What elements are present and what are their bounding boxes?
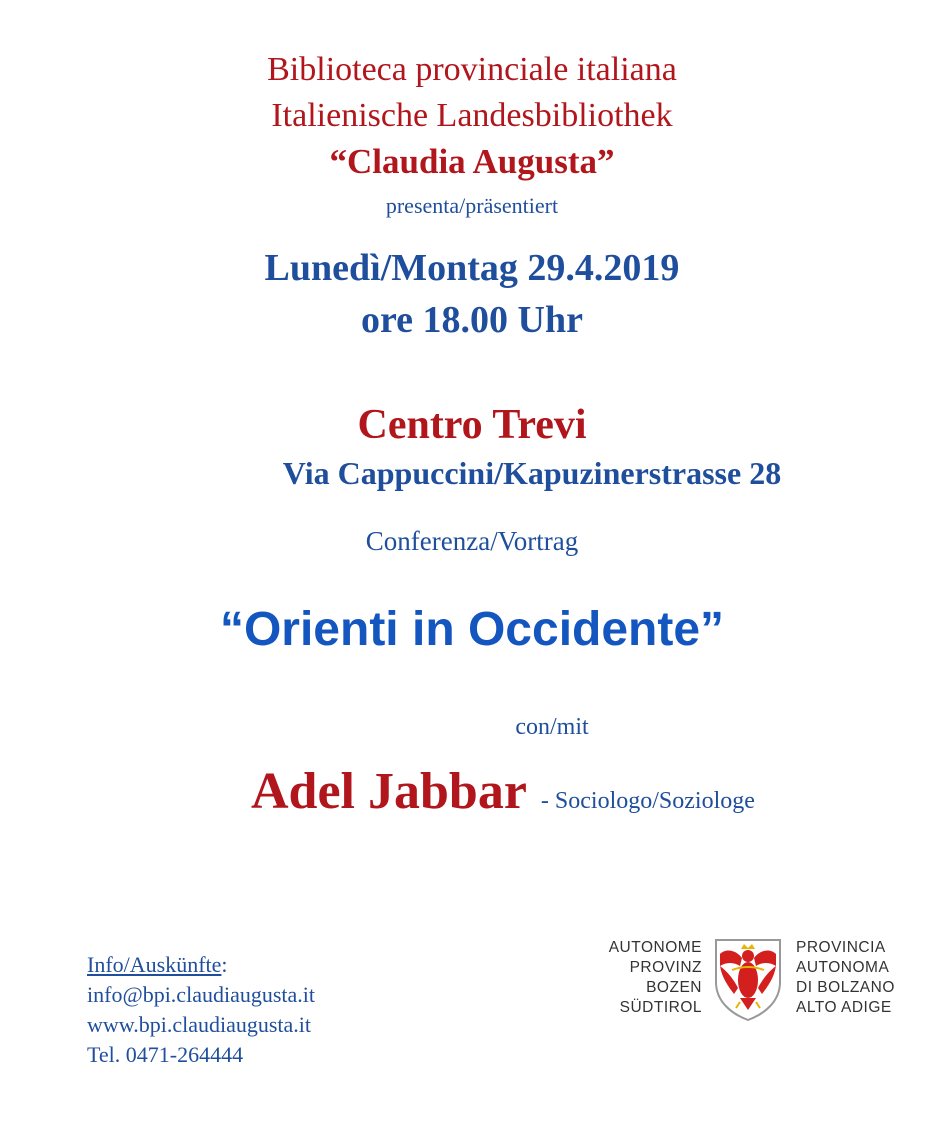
logo-de-line: PROVINZ	[629, 959, 702, 976]
event-type: Conferenza/Vortrag	[365, 526, 579, 556]
logo-de-line: AUTONOME	[608, 939, 702, 956]
contact-label-colon: :	[221, 952, 228, 977]
logo-de-line: SÜDTIROL	[619, 999, 702, 1016]
speaker	[251, 760, 755, 824]
event-venue: Centro Trevi	[357, 402, 587, 448]
contact-email[interactable]: info@bpi.claudiaugusta.it	[87, 982, 315, 1007]
event-title: “Orienti in Occidente”	[219, 603, 725, 656]
logo-it-line: ALTO ADIGE	[796, 999, 892, 1016]
presents-text: presenta/präsentiert	[385, 193, 559, 218]
logo-it-line: PROVINCIA	[796, 939, 886, 956]
logo-de-line: BOZEN	[646, 979, 702, 996]
library-name-italian: Biblioteca provinciale italiana	[267, 51, 677, 88]
province-logo	[594, 936, 914, 1026]
contact-info	[87, 950, 315, 1070]
logo-it-line: AUTONOMA	[796, 959, 890, 976]
logo-text-german	[594, 938, 702, 1018]
speaker-name: Adel Jabbar	[251, 763, 527, 820]
logo-text-italian	[796, 938, 916, 1018]
library-title: “Claudia Augusta”	[329, 142, 615, 181]
library-name-german: Italienische Landesbibliothek	[271, 97, 673, 134]
speaker-role: - Sociologo/Soziologe	[540, 788, 755, 814]
with-text: con/mit	[515, 714, 589, 740]
event-address: Via Cappuccini/Kapuzinerstrasse 28	[282, 455, 782, 491]
contact-phone: Tel. 0471-264444	[87, 1042, 244, 1067]
contact-label: Info/Auskünfte	[87, 952, 222, 977]
logo-it-line: DI BOLZANO	[796, 979, 895, 996]
contact-website[interactable]: www.bpi.claudiaugusta.it	[87, 1012, 312, 1037]
event-time: ore 18.00 Uhr	[361, 299, 583, 341]
event-date: Lunedì/Montag 29.4.2019	[264, 247, 680, 289]
tyrolean-eagle-icon	[710, 936, 786, 1022]
contact-heading	[87, 950, 315, 980]
